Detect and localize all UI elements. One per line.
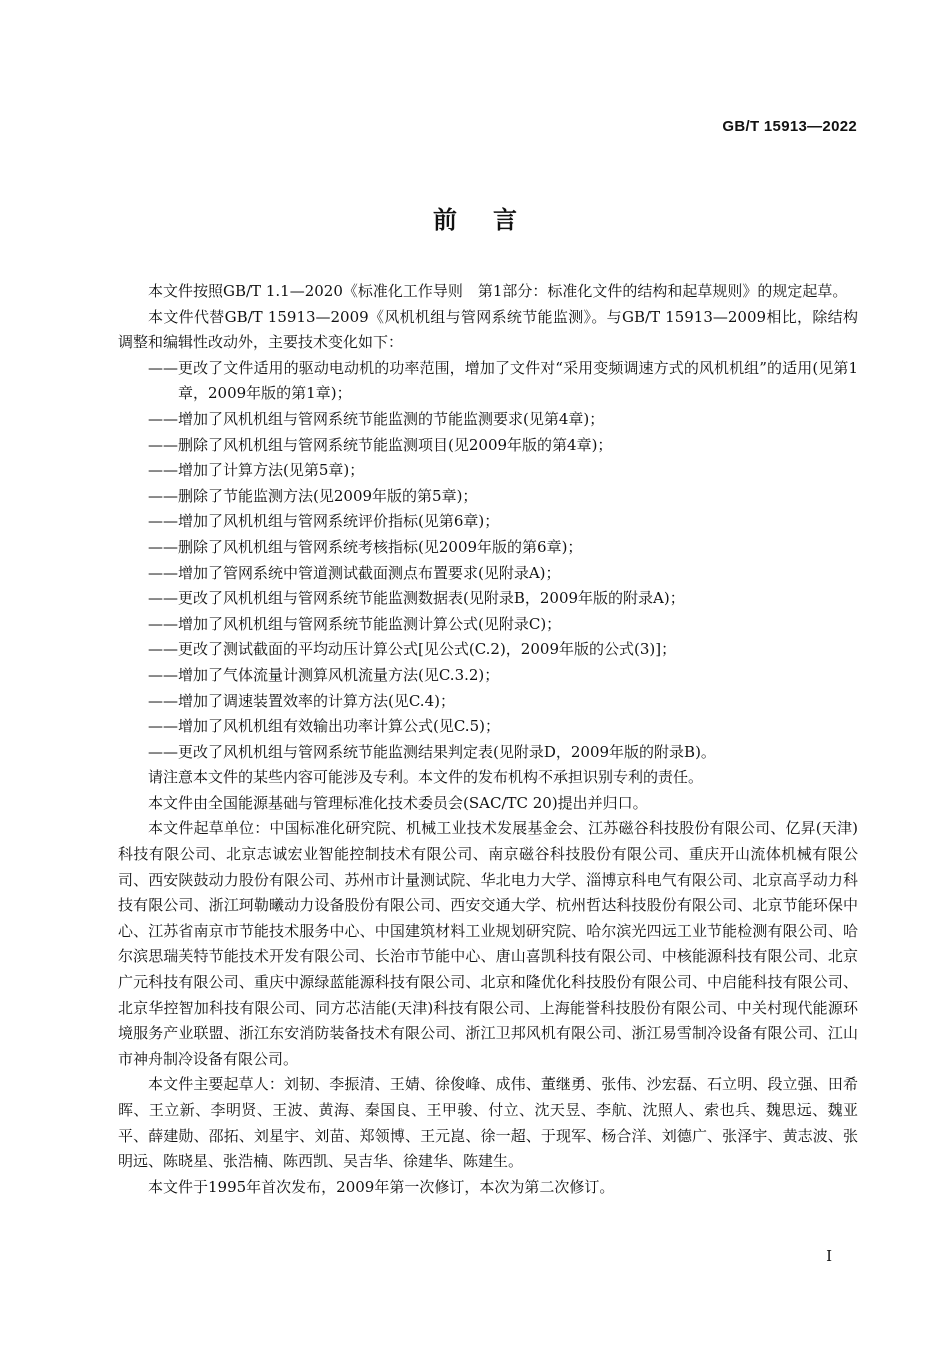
list-item: —— 删除了节能监测方法(见2009年版的第5章)； xyxy=(148,486,478,505)
paragraph: 本文件由全国能源基础与管理标准化技术委员会(SAC/TC 20)提出并归口。 xyxy=(148,793,648,812)
list-item: —— 更改了风机机组与管网系统节能监测数据表(见附录B，2009年版的附录A)； xyxy=(148,589,685,608)
list-item: —— 增加了风机机组与管网系统评价指标(见第6章)； xyxy=(148,512,500,531)
paragraph: 本文件主要起草人：刘韧、李振清、王婧、徐俊峰、成伟、董继勇、张伟、沙宏磊、石立明、段立强、田希晖、王立新、李明贤、王波、黄海、秦国良、王甲骏、付立、沈天昱、李航、沈照人、索也兵、魏思远、魏亚平、薛建勋、邵拓、刘星宇、刘苗、郑领博、王元崑、徐一超、于现军、杨合洋、刘德广、张泽宇、黄志波、张明远、陈晓星、张浩楠、陈西凯、吴吉华、徐建华、陈建生。 xyxy=(118,1075,858,1171)
paragraph: 请注意本文件的某些内容可能涉及专利。本文件的发布机构不承担识别专利的责任。 xyxy=(148,768,704,787)
list-item: —— 增加了计算方法(见第5章)； xyxy=(148,461,365,480)
list-item: —— 增加了风机机组有效输出功率计算公式(见C.5)； xyxy=(148,717,500,736)
list-item: —— 增加了管网系统中管道测试截面测点布置要求(见附录A)； xyxy=(148,563,561,582)
foreword-body xyxy=(118,279,858,1200)
list-item: —— 增加了风机机组与管网系统节能监测计算公式(见附录C)； xyxy=(148,614,562,633)
list-item: —— 增加了调速装置效率的计算方法(见C.4)； xyxy=(148,691,455,710)
standard-code: GB/T 15913—2022 xyxy=(722,118,857,135)
list-item: —— 增加了风机机组与管网系统节能监测的节能监测要求(见第4章)； xyxy=(148,409,605,428)
list-item: —— 删除了风机机组与管网系统考核指标(见2009年版的第6章)； xyxy=(148,537,583,556)
paragraph: 本文件起草单位：中国标准化研究院、机械工业技术发展基金会、江苏磁谷科技股份有限公司、亿昇(天津)科技有限公司、北京志诚宏业智能控制技术有限公司、南京磁谷科技股份有限公司、重庆开山流体机械有限公司、西安陕鼓动力股份有限公司、苏州市计量测试院、华北电力大学、淄博京科电气有限公司、北京高孚动力科技有限公司、浙江珂勒曦动力设备股份有限公司、西安交通大学、杭州哲达科技股份有限公司、北京节能环保中心、江苏省南京市节能技术服务中心、中国建筑材料工业规划研究院、哈尔滨光四远工业节能检测有限公司、哈尔滨思瑞芙特节能技术开发有限公司、长治市节能中心、唐山喜凯科技有限公司、中核能源科技有限公司、北京广元科技有限公司、重庆中源绿蓝能源科技有限公司、北京和隆优化科技股份有限公司、中启能科技有限公司、北京华控智加科技有限公司、同方芯洁能(天津)科技有限公司、上海能誉科技股份有限公司、中关村现代能源环境服务产业联盟、浙江东安消防装备技术有限公司、浙江卫邦风机有限公司、浙江易雪制冷设备有限公司、江山市神舟制冷设备有限公司。 xyxy=(118,819,858,1068)
list-item: —— 删除了风机机组与管网系统节能监测项目(见2009年版的第4章)； xyxy=(148,435,613,454)
list-item: —— 更改了文件适用的驱动电动机的功率范围，增加了文件对“采用变频调速方式的风机机组”的适用(见第1章，2009年版的第1章)； xyxy=(148,358,858,403)
paragraph: 本文件按照GB/T 1.1—2020《标准化工作导则 第1部分：标准化文件的结构和起草规则》的规定起草。 xyxy=(148,282,848,300)
page-title: 前言 xyxy=(433,206,553,234)
list-item: —— 增加了气体流量计测算风机流量方法(见C.3.2)； xyxy=(148,665,500,684)
page-number: I xyxy=(826,1247,832,1265)
list-item: —— 更改了测试截面的平均动压计算公式[见公式(C.2)，2009年版的公式(3)]； xyxy=(148,640,677,659)
paragraph: 本文件代替GB/T 15913—2009《风机机组与管网系统节能监测》。与GB/T 15913—2009相比，除结构调整和编辑性改动外，主要技术变化如下： xyxy=(118,307,858,352)
list-item: —— 更改了风机机组与管网系统节能监测结果判定表(见附录D，2009年版的附录B)。 xyxy=(148,742,716,761)
paragraph: 本文件于1995年首次发布，2009年第一次修订，本次为第二次修订。 xyxy=(148,1177,615,1196)
changes-list xyxy=(118,356,858,766)
